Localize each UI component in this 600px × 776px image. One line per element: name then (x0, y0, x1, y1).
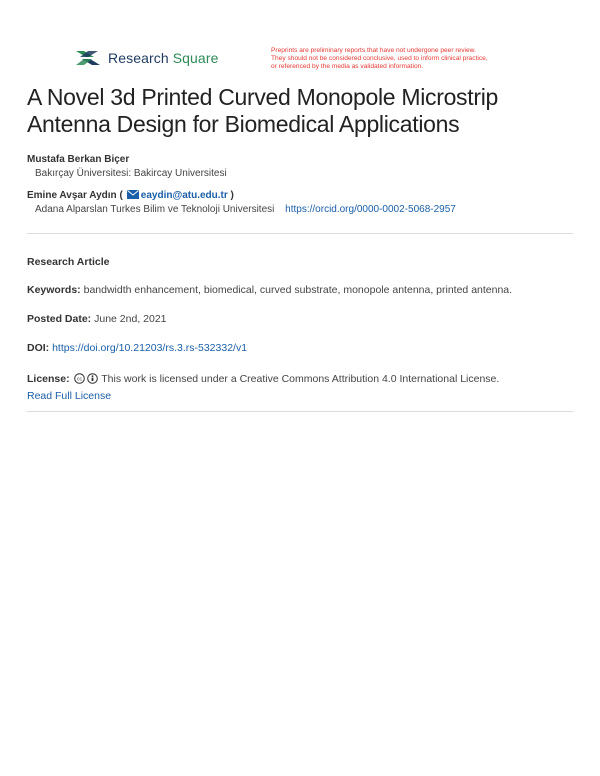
author-1 (27, 154, 573, 179)
paper-title: A Novel 3d Printed Curved Monopole Microstrip Antenna Design for Biomedical Applications (27, 84, 499, 137)
doi (27, 342, 573, 354)
license-text: This work is licensed under a Creative Commons Attribution 4.0 International License. (101, 373, 500, 385)
keywords-value: bandwidth enhancement, biomedical, curved substrate, monopole antenna, printed antenna. (83, 284, 513, 296)
doi-link[interactable]: https://doi.org/10.21203/rs.3.rs-532332/v1 (52, 342, 248, 354)
posted-label: Posted Date: (27, 313, 92, 325)
read-full-license-link[interactable]: Read Full License (27, 390, 112, 402)
keywords (27, 284, 573, 296)
preprint-notice: Preprints are preliminary reports that have not undergone peer review. They should not be considered conclusive, used to inform clinical practice, or referenced by the media as validated information. (271, 47, 488, 70)
cc-by-icon (87, 373, 98, 384)
article-type: Research Article (27, 256, 110, 268)
license (27, 371, 573, 405)
license-label: License: (27, 373, 70, 385)
page-header (74, 47, 544, 77)
author-affiliation: Adana Alparslan Turkes Bilim ve Teknoloji Universitesi https://orcid.org/0000-0002-5068-2957 (35, 204, 456, 215)
author-name: Mustafa Berkan Biçer (27, 154, 130, 165)
divider (27, 233, 573, 234)
author-email-link[interactable]: eaydin@atu.edu.tr (140, 190, 228, 201)
authors-block (27, 154, 573, 215)
doi-label: DOI: (27, 342, 50, 354)
posted-date (27, 313, 573, 325)
orcid-link[interactable]: https://orcid.org/0000-0002-5068-2957 (285, 204, 456, 215)
divider (27, 411, 573, 412)
research-square-logo[interactable] (74, 47, 218, 69)
keywords-label: Keywords: (27, 284, 81, 296)
author-affiliation: Bakırçay Üniversitesi: Bakircay Universitesi (35, 168, 227, 179)
posted-value: June 2nd, 2021 (94, 313, 167, 325)
envelope-icon (127, 190, 139, 199)
cc-icon (74, 373, 85, 384)
author-name: Emine Avşar Aydın ( eaydin@atu.edu.tr ) (27, 190, 234, 201)
svg-text:cc: cc (76, 376, 82, 383)
research-square-logo-icon (74, 47, 102, 69)
author-2 (27, 190, 573, 215)
logo-text: Research Square (108, 50, 219, 66)
